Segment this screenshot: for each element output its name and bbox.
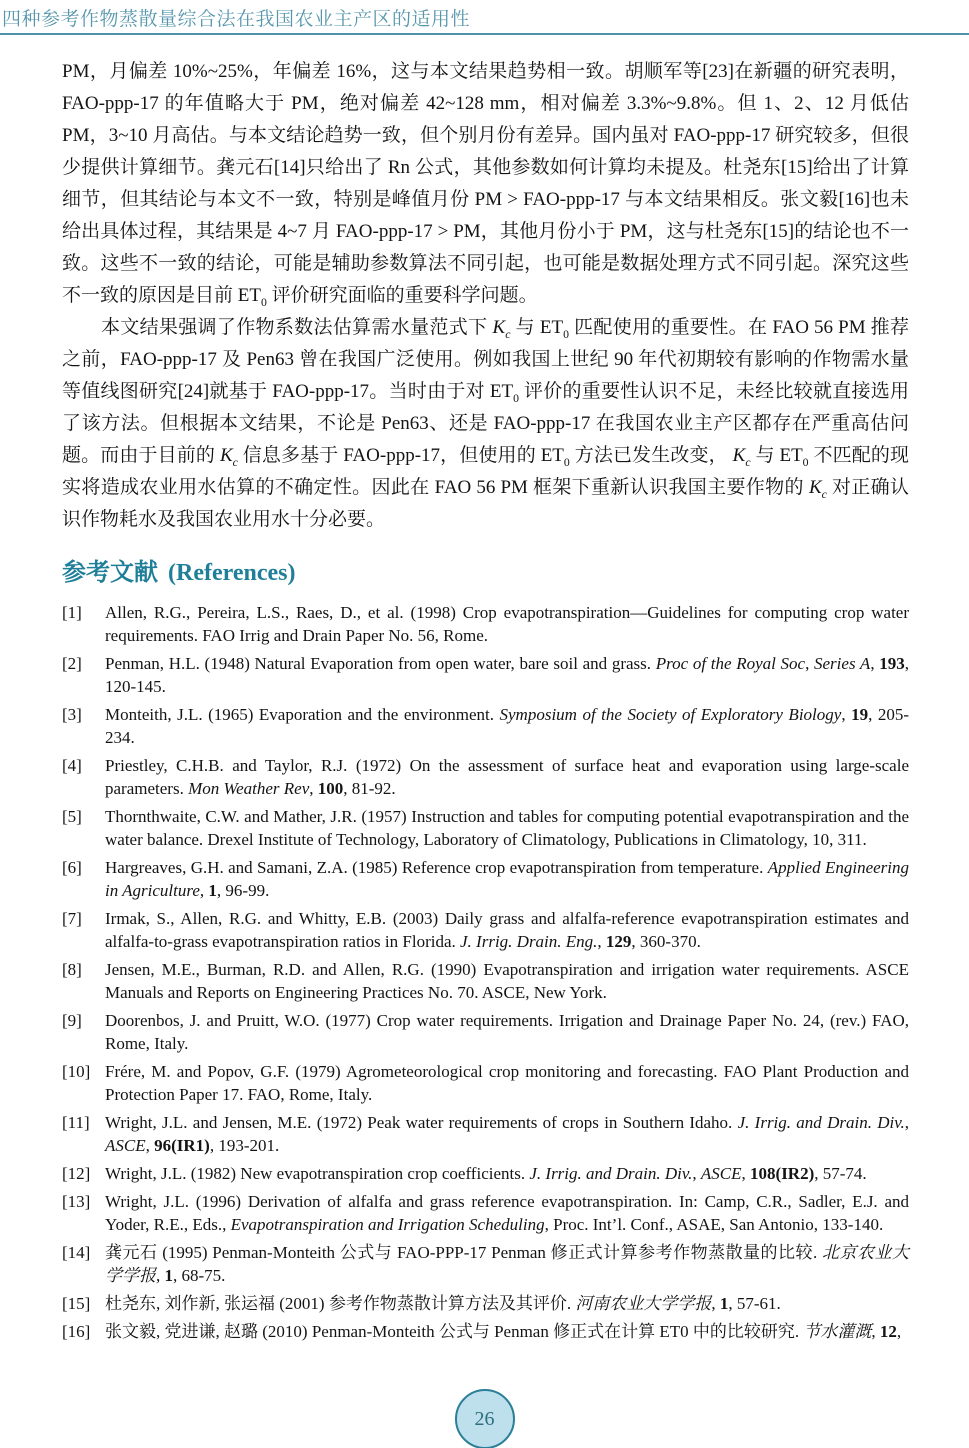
references-list [62,601,909,1343]
text-segment: 本文结果强调了作物系数法估算需水量范式下 [100,317,493,338]
reference-text [105,756,909,798]
reference-item [62,1241,909,1287]
text-segment: , 120-145. [105,654,910,696]
text-segment: Wright, J.L. (1996) Derivation of alfalfa and grass reference evapotranspiration. In: Camp, C.R., Sadler, E.J. and Yoder, R.E., Eds., [105,1192,909,1234]
text-segment: PM，月偏差 10%~25%，年偏差 16%，这与本文结果趋势相一致。胡顺军等[23]在新疆的研究表明，FAO-ppp-17 的年值略大于 PM，绝对偏差 42~128 mm，相对偏差 3.3%~9.8%。但 1、2、12 月低估 PM，3~10 月高估。与本文结论趋势一致，但个别月份有差异。国内虽对 FAO-ppp-17 研究较多，但很少提供计算细节。龚元石[14]只给出了 Rn 公式，其他参数如何计算均未提及。杜尧东[15]给出了计算细节，但其结论与本文不一致，特别是峰值月份 PM > FAO-ppp-17 与本文结果相反。张文毅[16]也未给出具体过程，其结果是 4~7 月 FAO-ppp-17 > PM，其他月份小于 PM，这与杜尧东[15]的结论也不一致。这些不一致的结论，可能是辅助参数算法不同引起，也可能是数据处理方式不同引起。深究这些不一致的原因是目前 ET [62,61,909,306]
text-segment: Allen, R.G., Pereira, L.S., Raes, D., et al. (1998) Crop evapotranspiration—Guidelines for computing crop water requirements. FAO Irrig and Drain Paper No. 56, Rome. [105,603,909,645]
reference-item [62,1292,909,1315]
reference-item [62,703,909,749]
reference-label: [10] [62,1062,91,1081]
text-segment: Wright, J.L. and Jensen, M.E. (1972) Peak water requirements of crops in Southern Idaho. [105,1113,738,1132]
text-segment: c [505,327,511,341]
text-segment: 1 [164,1266,173,1285]
reference-label: [6] [62,858,82,877]
text-segment: , [870,654,880,673]
text-segment: 方法已发生改变， [569,445,733,466]
text-segment: , 81-92. [343,779,396,798]
text-segment: 不匹配的现实将造成农业用水估算的不确定性。因此在 FAO 56 PM 框架下重新认识我国主要作物的 [62,445,909,498]
reference-item [62,856,909,902]
text-segment: , [597,932,606,951]
reference-text [105,858,909,900]
text-segment: 河南农业大学学报 [575,1294,712,1313]
text-segment: , 360-370. [631,932,701,951]
reference-text [105,654,909,696]
reference-item [62,1162,909,1185]
text-segment: 0 [563,455,570,469]
reference-text [105,1164,867,1183]
text-segment: 1 [719,1294,729,1313]
body-paragraph [62,312,909,536]
text-segment: 信息多基于 FAO-ppp-17，但使用的 ET [237,445,564,466]
text-segment: , [896,1322,902,1341]
text-segment: Jensen, M.E., Burman, R.D. and Allen, R.G. (1990) Evapotranspiration and irrigation water requirements. ASCE Manuals and Reports on Engineering Practices No. 70. ASCE, New York. [105,960,909,1002]
references-heading-zh: 参考文献 [62,559,158,586]
text-segment: 与 ET [750,445,803,466]
text-segment: 龚元石 (1995) Penman-Monteith 公式与 FAO-PPP-17 Penman 修正式计算参考作物蒸散量的比较. [105,1243,823,1262]
text-segment: , 96-99. [216,881,270,900]
reference-text [105,1322,901,1341]
text-segment: 张文毅, 党进谦, 赵璐 (2010) Penman-Monteith 公式与 Penman 修正式在计算 ET0 中的比较研究. [105,1322,804,1341]
reference-label: [7] [62,909,82,928]
text-segment: 193 [879,654,905,673]
text-segment: 129 [605,932,632,951]
text-segment: K [732,445,746,466]
text-segment: Monteith, J.L. (1965) Evaporation and the environment. [105,705,500,724]
reference-label: [2] [62,654,82,673]
text-segment: 0 [802,455,809,469]
reference-item [62,1060,909,1106]
text-segment: 100 [317,779,344,798]
text-segment: Evapotranspiration and Irrigation Scheduling [230,1215,545,1234]
reference-item [62,754,909,800]
reference-item [62,805,909,851]
reference-item [62,907,909,953]
text-segment: c [232,455,238,469]
text-segment: , [841,705,852,724]
text-segment: 0 [260,295,267,309]
reference-text [105,1243,909,1285]
text-segment: J. Irrig. Drain. Eng. [460,932,598,951]
text-segment: Proc of the Royal Soc [655,654,806,673]
reference-item [62,1320,909,1343]
text-segment: , [871,1322,880,1341]
text-segment: , 193-201. [209,1136,280,1155]
text-segment: 108(IR2) [750,1164,815,1183]
text-segment: , [156,1266,165,1285]
text-segment: , 57-61. [728,1294,781,1313]
text-segment: , [145,1136,155,1155]
reference-label: [4] [62,756,82,775]
text-segment: , [692,1164,701,1183]
reference-item [62,652,909,698]
text-segment: Wright, J.L. (1982) New evapotranspiration crop coefficients. [105,1164,530,1183]
text-segment: 96(IR1) [154,1136,210,1155]
text-segment: 节水灌溉 [803,1322,872,1341]
text-segment: , [741,1164,751,1183]
text-segment: Applied Engineering in Agriculture [105,858,909,900]
reference-label: [12] [62,1164,91,1183]
reference-label: [16] [62,1322,91,1341]
page-number-badge: 26 [455,1389,515,1448]
reference-text [105,603,909,645]
page-body [0,56,969,1343]
reference-label: [15] [62,1294,91,1313]
text-segment: Frére, M. and Popov, G.F. (1979) Agrometeorological crop monitoring and forecasting. FAO Plant Production and Protection Paper 17. FAO, Rome, Italy. [105,1062,909,1104]
reference-text [105,1011,909,1053]
reference-item [62,958,909,1004]
reference-text [105,1113,909,1155]
text-segment: Irmak, S., Allen, R.G. and Whitty, E.B. (2003) Daily grass and alfalfa-reference evapotranspiration estimates and alfalfa-to-grass evapotranspiration ratios in Florida. [105,909,909,951]
text-segment: K [492,317,506,338]
text-segment: K [808,477,822,498]
reference-label: [8] [62,960,82,979]
text-segment: 与 ET [510,317,564,338]
text-segment: , [309,779,318,798]
text-segment: c [821,487,827,501]
reference-text [105,1192,909,1234]
text-segment: 0 [563,327,569,341]
reference-label: [1] [62,603,82,622]
reference-item [62,1111,909,1157]
reference-label: [5] [62,807,82,826]
text-segment: , [199,881,209,900]
text-segment: 评价的重要性认识不足，未经比较就直接选用了该方法。但根据本文结果，不论是 Pen63、还是 FAO-ppp-17 在我国农业主产区都存在严重高估问题。而由于目前的 [62,381,909,466]
text-segment: , Proc. Int’l. Conf., ASAE, San Antonio, 133-140. [544,1215,884,1234]
text-segment: 评价研究面临的重要科学问题。 [266,285,538,306]
text-segment: Priestley, C.H.B. and Taylor, R.J. (1972) On the assessment of surface heat and evaporation using large-scale parameters. [105,756,909,798]
references-heading [62,552,909,587]
reference-text [105,1294,781,1313]
reference-text [105,705,909,747]
reference-item [62,1190,909,1236]
text-segment: Hargreaves, G.H. and Samani, Z.A. (1985) Reference crop evapotranspiration from temperature. [105,858,768,877]
text-segment: Doorenbos, J. and Pruitt, W.O. (1977) Crop water requirements. Irrigation and Drainage Paper No. 24, (rev.) FAO, Rome, Italy. [105,1011,909,1053]
running-header [0,0,969,35]
body-paragraph [62,56,909,312]
text-segment: K [219,445,233,466]
reference-item [62,601,909,647]
references-heading-en: (References) [168,560,296,586]
reference-label: [9] [62,1011,82,1030]
reference-text [105,960,909,1002]
text-segment: 12 [879,1322,897,1341]
text-segment: 杜尧东, 刘作新, 张运福 (2001) 参考作物蒸散计算方法及其评价. [105,1294,576,1313]
reference-label: [14] [62,1243,91,1262]
text-segment: 对正确认识作物耗水及我国农业用水十分必要。 [62,477,909,530]
reference-text [105,807,909,849]
reference-item [62,1009,909,1055]
text-segment: , [904,1113,909,1132]
text-segment: 1 [208,881,217,900]
text-segment: , 57-74. [814,1164,867,1183]
text-segment: Mon Weather Rev [188,779,310,798]
text-segment: J. Irrig. and Drain. Div. [529,1164,693,1183]
text-segment: 19 [851,705,869,724]
text-segment: Penman, H.L. (1948) Natural Evaporation from open water, bare soil and grass. [105,654,656,673]
text-segment: Thornthwaite, C.W. and Mather, J.R. (1957) Instruction and tables for computing potential evapotranspiration and the water balance. Drexel Institute of Technology, Laboratory of Climatology, Publications in Climatology, 10, 311. [105,807,909,849]
text-segment: 0 [513,391,519,405]
reference-label: [3] [62,705,82,724]
text-segment: 北京农业大学学报 [105,1243,909,1285]
running-header-title: 四种参考作物蒸散量综合法在我国农业主产区的适用性 [2,9,471,30]
text-segment: ASCE [700,1164,742,1183]
text-segment: ASCE [105,1136,146,1155]
discussion-paragraphs [62,56,909,536]
text-segment: J. Irrig. and Drain. Div. [737,1113,905,1132]
text-segment: , [805,654,815,673]
text-segment: c [745,455,751,469]
text-segment: Series A [814,654,871,673]
text-segment: , [711,1294,720,1313]
text-segment: 匹配使用的重要性。在 FAO 56 PM 推荐之前，FAO-ppp-17 及 Pen63 曾在我国广泛使用。例如我国上世纪 90 年代初期较有影响的作物需水量等值线图研究[24]就基于 FAO-ppp-17。当时由于对 ET [62,317,909,402]
text-segment: , 68-75. [173,1266,226,1285]
reference-text [105,909,909,951]
reference-text [105,1062,909,1104]
text-segment: , 205-234. [105,705,909,747]
reference-label: [11] [62,1113,90,1132]
reference-label: [13] [62,1192,91,1211]
text-segment: Symposium of the Society of Exploratory Biology [499,705,842,724]
